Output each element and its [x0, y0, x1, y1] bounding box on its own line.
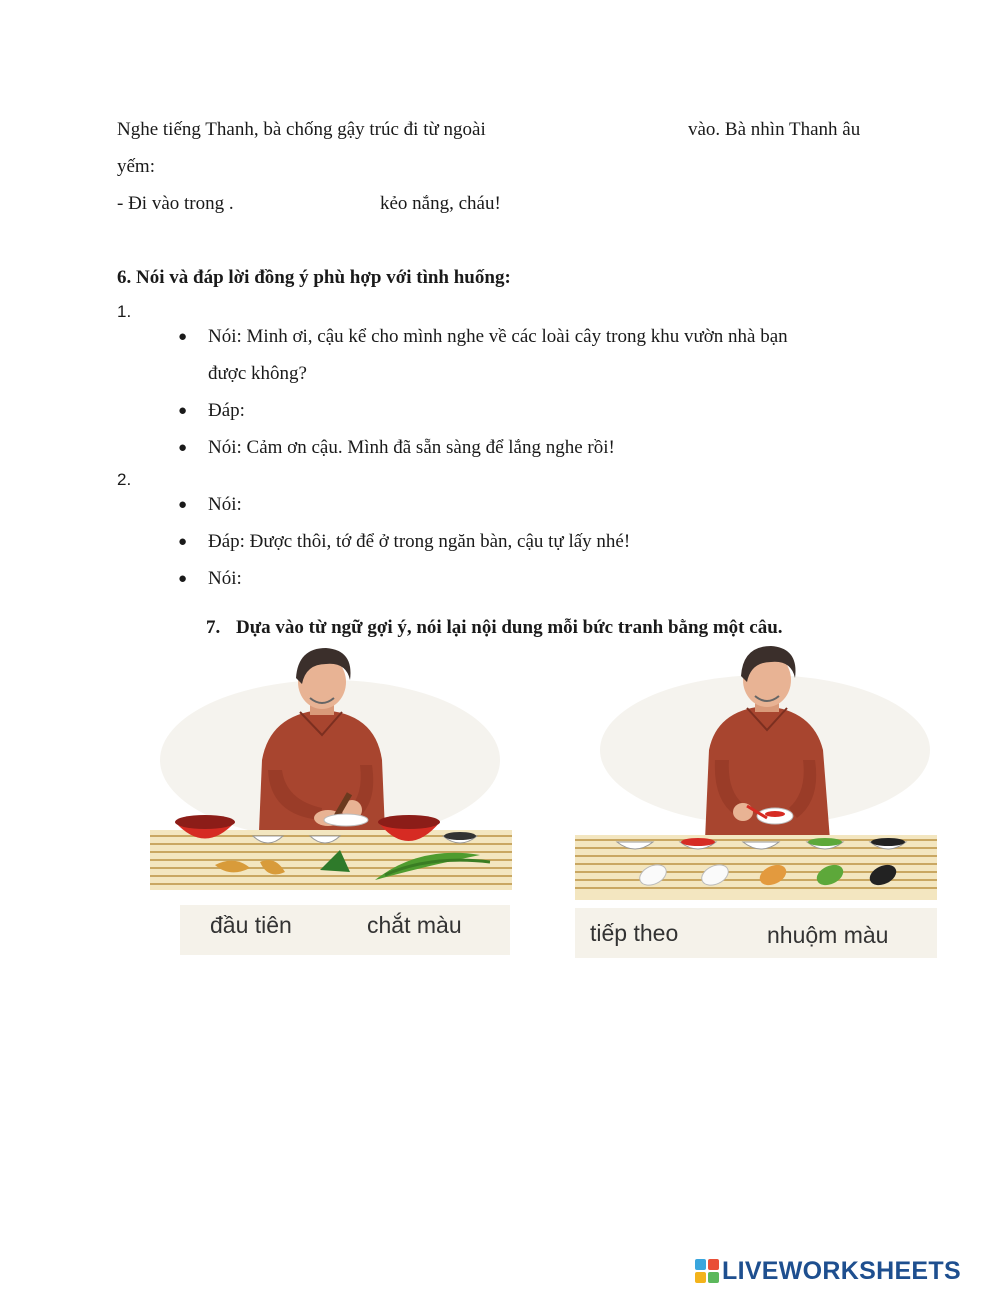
bullet-icon: ● [178, 497, 188, 513]
bullet-icon: ● [178, 329, 188, 345]
answer-blank-2[interactable] [252, 192, 372, 217]
reply-input-1[interactable] [255, 399, 875, 424]
passage-line-2: yếm: [117, 156, 155, 177]
passage-line-1a: Nghe tiếng Thanh, bà chống gậy trúc đi từ ngoài [117, 119, 486, 140]
illustration-extracting-color [150, 640, 512, 958]
situation-1-reply: Đáp: [208, 400, 245, 421]
section-6-title: 6. Nói và đáp lời đồng ý phù hợp với tình huống: [117, 267, 511, 288]
passage-line-3a: - Đi vào trong . [117, 193, 234, 214]
situation-1-say-1: Nói: Minh ơi, cậu kể cho mình nghe về các loài cây trong khu vườn nhà bạn [208, 326, 788, 347]
caption-chat-mau: chắt màu [367, 912, 462, 938]
situation-1-number: 1. [117, 302, 132, 321]
man-dyeing-image [575, 640, 937, 958]
situation-1-say-1-cont: được không? [208, 363, 307, 384]
section-7-number: 7. [206, 617, 221, 638]
liveworksheets-logo [695, 1257, 961, 1285]
liveworksheets-brand-text: LIVEWORKSHEETS [722, 1256, 961, 1285]
situation-2-say-1: Nói: [208, 494, 242, 515]
situation-2-reply: Đáp: Được thôi, tớ để ở trong ngăn bàn, cậu tự lấy nhé! [208, 531, 631, 552]
say-input-1[interactable] [250, 493, 875, 518]
bullet-icon: ● [178, 534, 188, 550]
bullet-icon: ● [178, 571, 188, 587]
illustration-dyeing-color [575, 640, 937, 958]
section-7-title: Dựa vào từ ngữ gợi ý, nói lại nội dung mỗi bức tranh bằng một câu. [236, 617, 783, 638]
caption-tiep-theo: tiếp theo [590, 920, 679, 946]
passage-line-3b: kẻo nắng, cháu! [380, 193, 501, 214]
passage-line-1b: vào. Bà nhìn Thanh âu [688, 119, 861, 140]
bullet-icon: ● [178, 403, 188, 419]
liveworksheets-logo-icon [695, 1259, 719, 1283]
caption-nhuom-mau: nhuộm màu [767, 922, 889, 948]
say-input-2[interactable] [250, 567, 875, 592]
man-extracting-dye-image [150, 640, 512, 958]
situation-2-number: 2. [117, 470, 132, 489]
situation-1-say-2: Nói: Cảm ơn cậu. Mình đã sẵn sàng để lắng nghe rồi! [208, 437, 615, 458]
answer-blank-1[interactable] [538, 118, 678, 143]
bullet-icon: ● [178, 440, 188, 456]
situation-2-say-2: Nói: [208, 568, 242, 589]
caption-dau-tien: đầu tiên [210, 912, 292, 938]
